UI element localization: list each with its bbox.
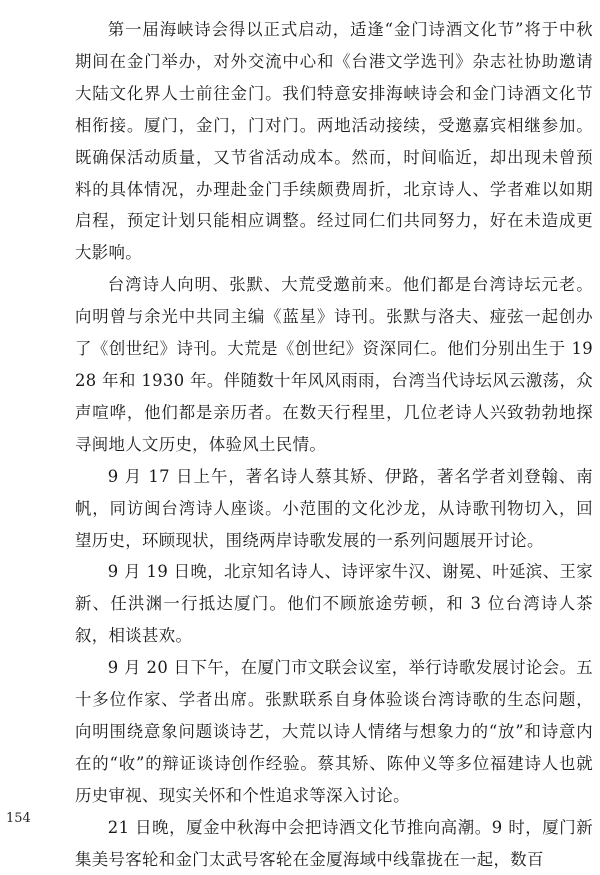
paragraph-6: 21 日晚，厦金中秋海中会把诗酒文化节推向高潮。9 时，厦门新集美号客轮和金门太武号客轮在金厦海域中线靠拢在一起，数百 xyxy=(75,817,593,869)
body-text xyxy=(75,14,593,875)
paragraph-2: 台湾诗人向明、张默、大荒受邀前来。他们都是台湾诗坛元老。向明曾与余光中共同主编《蓝星》诗刊。张默与洛夫、痖弦一起创办了《创世纪》诗刊。大荒是《创世纪》资深同仁。他们分别出生于 1928 年和 1930 年。伴随数十年风风雨雨，台湾当代诗坛风云激荡，众声喧哗，他们都是亲历者。在数天行程里，几位老诗人兴致勃勃地探寻闽地人文历史，体验风土民情。 xyxy=(75,275,593,454)
paragraph-3: 9 月 17 日上午，著名诗人蔡其矫、伊路，著名学者刘登翰、南帆，同访闽台湾诗人座谈。小范围的文化沙龙，从诗歌刊物切入，回望历史，环顾现状，围绕两岸诗歌发展的一系列问题展开讨论。 xyxy=(75,466,593,550)
paragraph-4: 9 月 19 日晚，北京知名诗人、诗评家牛汉、谢冕、叶延滨、王家新、任洪渊一行抵达厦门。他们不顾旅途劳顿，和 3 位台湾诗人茶叙，相谈甚欢。 xyxy=(75,562,593,646)
page-number: 154 xyxy=(6,811,31,826)
paragraph-1: 第一届海峡诗会得以正式启动，适逢“金门诗酒文化节”将于中秋期间在金门举办，对外交流中心和《台港文学选刊》杂志社协助邀请大陆文化界人士前往金门。我们特意安排海峡诗会和金门诗酒文化节相衔接。厦门，金门，门对门。两地活动接续，受邀嘉宾相继参加。既确保活动质量，又节省活动成本。然而，时间临近，却出现未曾预料的具体情况，办理赴金门手续颇费周折，北京诗人、学者难以如期启程，预定计划只能相应调整。经过同仁们共同努力，好在未造成更大影响。 xyxy=(75,20,593,263)
paragraph-5: 9 月 20 日下午，在厦门市文联会议室，举行诗歌发展讨论会。五十多位作家、学者出席。张默联系自身体验谈台湾诗歌的生态问题，向明围绕意象问题谈诗艺，大荒以诗人情绪与想象力的“放”和诗意内在的“收”的辩证谈诗创作经验。蔡其矫、陈仲义等多位福建诗人也就历史审视、现实关怀和个性追求等深入讨论。 xyxy=(75,658,593,805)
